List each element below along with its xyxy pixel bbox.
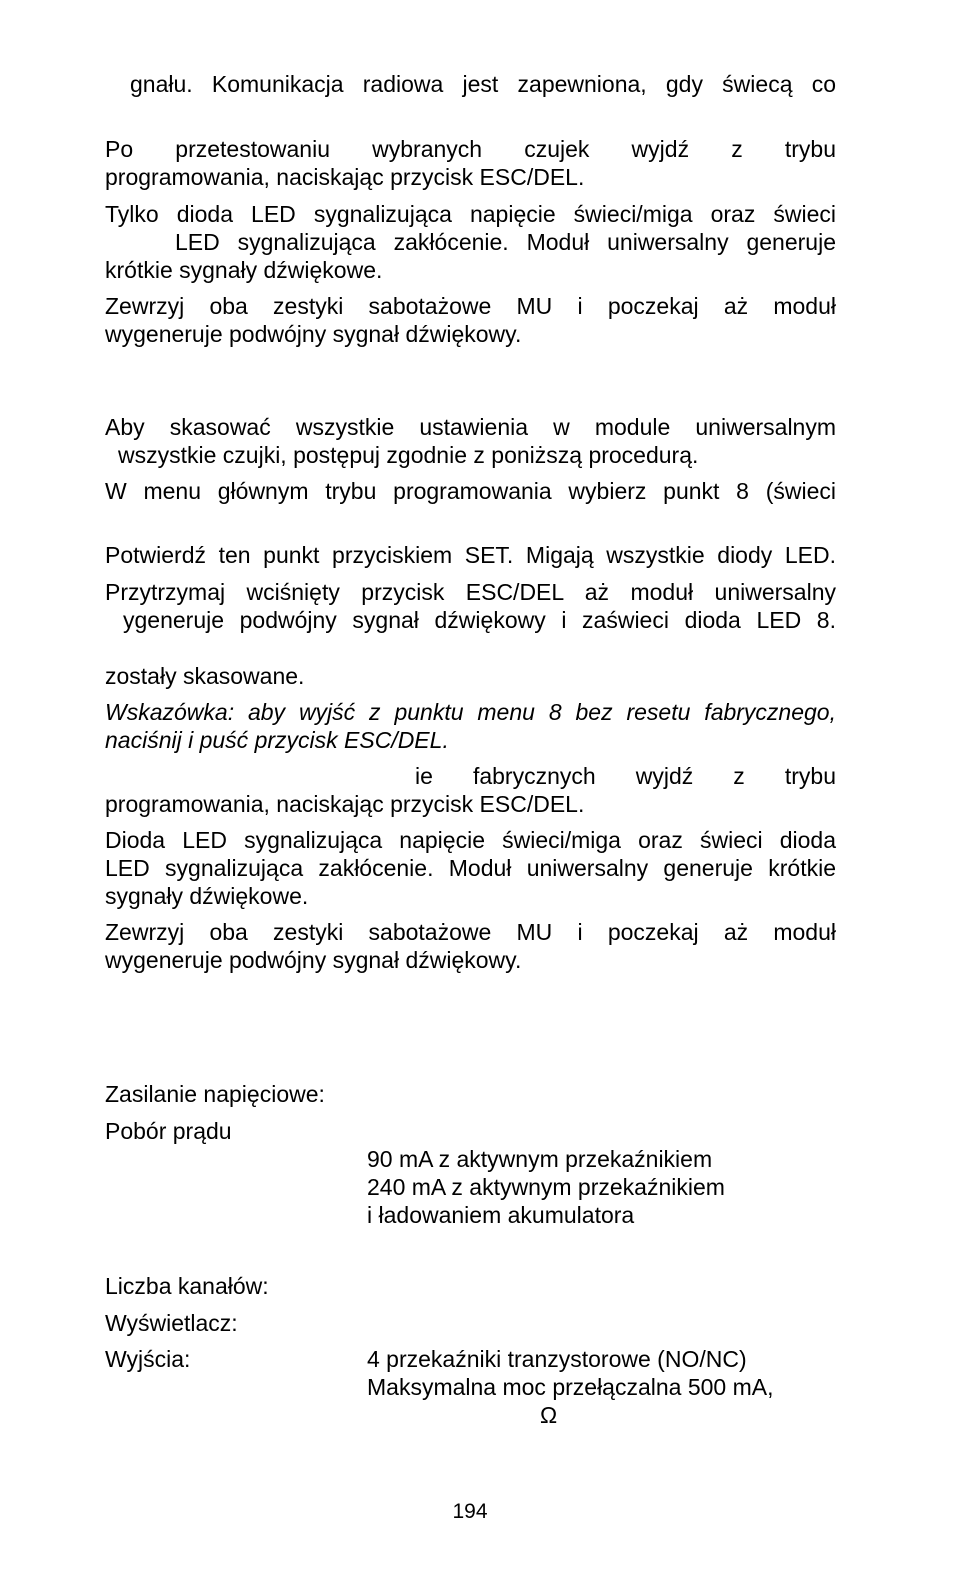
body-line: wygeneruje podwójny sygnał dźwiękowy. [105, 947, 522, 973]
body-line: Zewrzyj oba zestyki sabotażowe MU i poczekaj aż moduł [105, 293, 836, 319]
body-line: ie fabrycznych wyjdź z trybu [415, 763, 836, 789]
body-line: gnału. Komunikacja radiowa jest zapewniona, gdy świecą co [130, 71, 836, 97]
body-line: Zewrzyj oba zestyki sabotażowe MU i poczekaj aż moduł [105, 919, 836, 945]
current-value: 240 mA z aktywnym przekaźnikiem [367, 1174, 725, 1200]
body-line: wszystkie czujki, postępuj zgodnie z poniższą procedurą. [118, 442, 699, 468]
body-line: Tylko dioda LED sygnalizująca napięcie świeci/miga oraz świeci [105, 201, 836, 227]
body-line: LED sygnalizująca zakłócenie. Moduł uniwersalny generuje [175, 229, 836, 255]
hint-line: Wskazówka: aby wyjść z punktu menu 8 bez resetu fabrycznego, [105, 699, 836, 725]
outputs-value: 4 przekaźniki tranzystorowe (NO/NC) [367, 1346, 747, 1372]
supply-label: Zasilanie napięciowe: [105, 1081, 325, 1107]
body-line: sygnały dźwiękowe. [105, 883, 309, 909]
page-number: 194 [452, 1500, 488, 1523]
outputs-label: Wyjścia: [105, 1346, 191, 1372]
body-line: zostały skasowane. [105, 663, 305, 689]
body-line: Dioda LED sygnalizująca napięcie świeci/miga oraz świeci dioda [105, 827, 836, 853]
body-line: Aby skasować wszystkie ustawienia w module uniwersalnym [105, 414, 836, 440]
current-label: Pobór prądu [105, 1118, 232, 1144]
display-label: Wyświetlacz: [105, 1310, 238, 1336]
body-line: LED sygnalizująca zakłócenie. Moduł uniwersalny generuje krótkie [105, 855, 836, 881]
outputs-value: Ω [540, 1402, 558, 1428]
channels-label: Liczba kanałów: [105, 1273, 269, 1299]
body-line: wygeneruje podwójny sygnał dźwiękowy. [105, 321, 522, 347]
body-line: programowania, naciskając przycisk ESC/DEL. [105, 164, 585, 190]
body-line: W menu głównym trybu programowania wybierz punkt 8 (świeci [105, 478, 836, 504]
body-line: Potwierdź ten punkt przyciskiem SET. Migają wszystkie diody LED. [105, 542, 836, 568]
body-line: krótkie sygnały dźwiękowe. [105, 257, 383, 283]
body-line: Przytrzymaj wciśnięty przycisk ESC/DEL aż moduł uniwersalny [105, 579, 836, 605]
body-line: programowania, naciskając przycisk ESC/DEL. [105, 791, 585, 817]
body-line: ygeneruje podwójny sygnał dźwiękowy i zaświeci dioda LED 8. [123, 607, 836, 633]
outputs-value: Maksymalna moc przełączalna 500 mA, [367, 1374, 774, 1400]
current-value: 90 mA z aktywnym przekaźnikiem [367, 1146, 713, 1172]
body-line: Po przetestowaniu wybranych czujek wyjdź z trybu [105, 136, 836, 162]
hint-line: naciśnij i puść przycisk ESC/DEL. [105, 727, 449, 753]
current-value: i ładowaniem akumulatora [367, 1202, 635, 1228]
